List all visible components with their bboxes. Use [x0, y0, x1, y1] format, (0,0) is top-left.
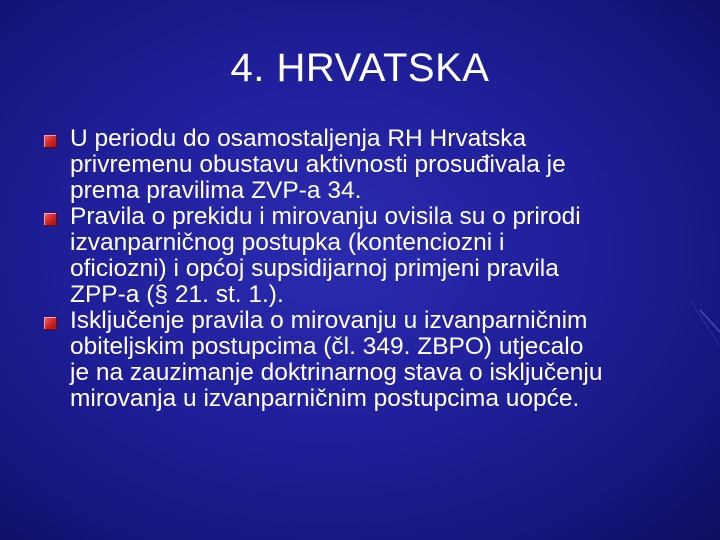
bullet-line: privremenu obustavu aktivnosti prosuđivala je [70, 151, 566, 178]
bullet-line: mirovanja u izvanparničnim postupcima uopće. [70, 385, 580, 412]
bullet-line: je na zauzimanje doktrinarnog stava o isključenju [70, 359, 603, 386]
bullet-item [44, 126, 704, 204]
square-bullet-icon [44, 317, 57, 330]
bullet-line: ZPP-a (§ 21. st. 1.). [70, 281, 284, 308]
bullet-line: U periodu do osamostaljenja RH Hrvatska [70, 125, 527, 152]
bullet-line: prema pravilima ZVP-a 34. [70, 177, 362, 204]
slide-title: 4. HRVATSKA [230, 46, 490, 90]
bullet-line: Pravila o prekidu i mirovanju ovisila su o prirodi [70, 203, 581, 230]
bullet-line: oficiozni) i općoj supsidijarnoj primjeni pravila [70, 255, 559, 282]
square-bullet-icon [44, 213, 57, 226]
bullet-line: izvanparničnog postupka (kontenciozni i [70, 229, 505, 256]
bullet-item [44, 204, 704, 308]
bullet-list [44, 126, 704, 412]
bullet-line: Isključenje pravila o mirovanju u izvanparničnim [70, 307, 588, 334]
bullet-item [44, 308, 704, 412]
bullet-line: obiteljskim postupcima (čl. 349. ZBPO) utjecalo [70, 333, 584, 360]
square-bullet-icon [44, 135, 57, 148]
